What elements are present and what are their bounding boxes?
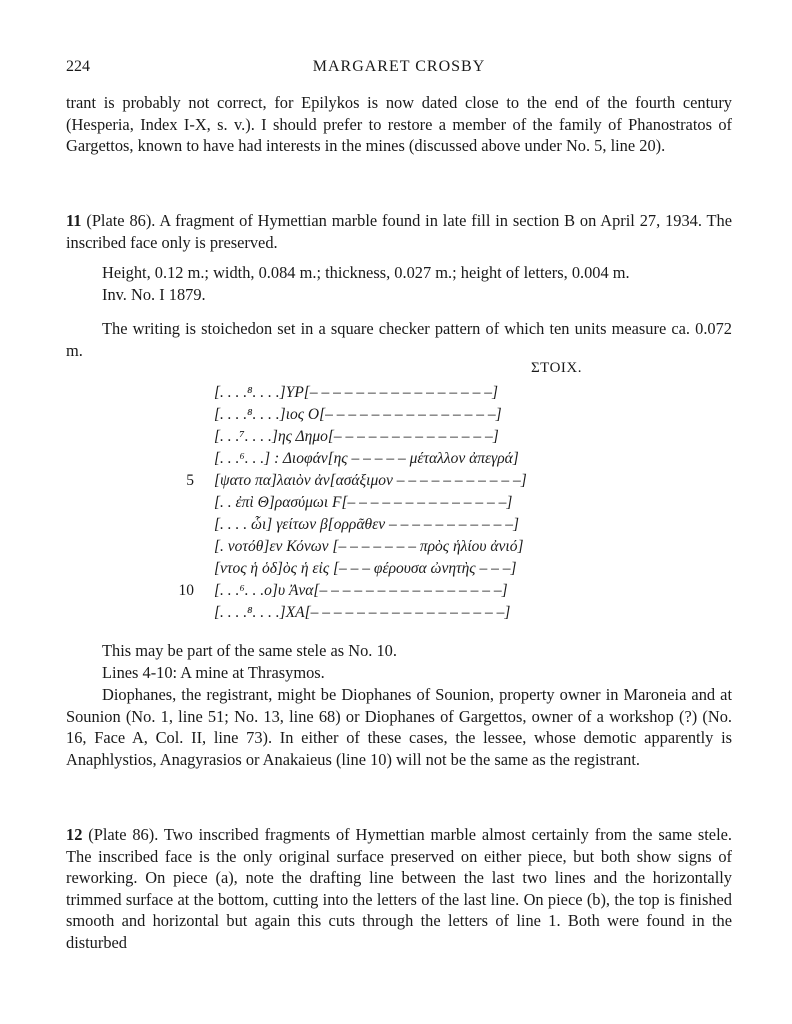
inscription-line [170, 516, 600, 538]
inscription-line [170, 406, 600, 428]
entry-11-intro [66, 210, 732, 253]
inscription-line [170, 582, 600, 604]
entry-11-number: 11 [66, 211, 82, 230]
entry-12-paragraph [66, 824, 732, 953]
intro-paragraph: trant is probably not correct, for Epilykos is now dated close to the end of the fourth century (Hesperia, Index I-X, s. v.). I should prefer to restore a member of the family of Phanostratos of Gargettos, known to have had interests in the mines (discussed above under No. 5, line 20). [66, 93, 732, 155]
inscription-line [170, 384, 600, 406]
running-head [66, 58, 732, 80]
inscription-line [170, 560, 600, 582]
note-line: Lines 4-10: A mine at Thrasymos. [102, 662, 325, 682]
line-text: [. . ἐπὶ Θ]ρασύμωι Ϝ[– – – – – – – – – – – – – –] [214, 494, 513, 511]
line-text: [. νοτόθ]εν Κόνων [– – – – – – – πρὸς ἡλίου ἀνιό] [214, 538, 524, 555]
line-text: [. . .⁷. . . .]ης Δημο[– – – – – – – – – – – – – –] [214, 428, 499, 445]
stoichedon-label: ΣΤΟΙΧ. [530, 360, 582, 376]
line-text: [. . . .⁸. . . .]ιος Ο[– – – – – – – – – – – – – – –] [214, 406, 502, 423]
inscription-line [170, 494, 600, 516]
line-number: 10 [178, 582, 194, 599]
line-text: [. . . .⁸. . . .]ΥΡ[– – – – – – – – – – – – – – – –] [214, 384, 498, 401]
line-text: [. . .⁶. . .] : Διοφάν[ης – – – – – μέταλλον ἀπεγρά] [214, 450, 519, 467]
page-number: 224 [66, 58, 90, 75]
inscription-line [170, 538, 600, 560]
running-head-author: MARGARET CROSBY [312, 58, 486, 75]
note-line: This may be part of the same stele as No. 10. [102, 641, 397, 660]
entry-11-notes [102, 640, 732, 683]
inscription-line [170, 604, 600, 626]
entry-11-description: (Plate 86). A fragment of Hymettian marble found in late fill in section Β on April 27, 1934. The inscribed face only is preserved. [66, 211, 732, 252]
entry-12-description: (Plate 86). Two inscribed fragments of Hymettian marble almost certainly from the same stele. The inscribed face is the only original surface preserved on either piece, but both show signs of reworking. On piece (a), note the drafting line between the last two lines and the horizontally trimmed surface at the bottom, cutting into the letters of the last line. On piece (b), the top is finished smooth and horizontal but again this cuts through the letters of line 1. Both were found in the disturbed [66, 825, 732, 952]
entry-11-inventory: Inv. No. I 1879. [102, 284, 206, 304]
line-text: [. . . .⁸. . . .]ΧΑ[– – – – – – – – – – – – – – – – –] [214, 604, 511, 621]
inscription-line [170, 450, 600, 472]
line-text: [ντος ἡ ὁδ]ὸς ἡ εἰς [– – – φέρουσα ὠνητὴς – – –] [214, 560, 517, 577]
line-text: [ψατο πα]λαιὸν ἀν[ασάξιμον – – – – – – – – – – –] [214, 472, 527, 489]
entry-11-discussion: Diophanes, the registrant, might be Diophanes of Sounion, property owner in Maroneia and at Sounion (No. 1, line 51; No. 13, line 68) or Diophanes of Gargettos, owner of a workshop (?) (No. 16, Face A, Col. II, line 73). In either of these cases, the lessee, whose demotic apparently is Anaphlystios, Anagyrasios or Anakaieus (line 10) will not be the same as the registrant. [66, 685, 732, 769]
entry-11-measurements: Height, 0.12 m.; width, 0.084 m.; thickness, 0.027 m.; height of letters, 0.004 m. [102, 263, 630, 282]
inscription-line [170, 472, 600, 494]
line-text: [. . .⁶. . .ο]υ Ἀνα[– – – – – – – – – – – – – – – –] [214, 582, 508, 599]
entry-11-writing-note: The writing is stoichedon set in a square checker pattern of which ten units measure ca. 0.072 m. [66, 319, 732, 360]
line-text: [. . . . ὧι] γείτων β[ορρᾶθεν – – – – – – – – – – –] [214, 516, 519, 533]
inscription-line [170, 428, 600, 450]
line-number: 5 [186, 472, 194, 489]
entry-11-measurements-block [102, 262, 742, 305]
entry-12-number: 12 [66, 825, 83, 844]
